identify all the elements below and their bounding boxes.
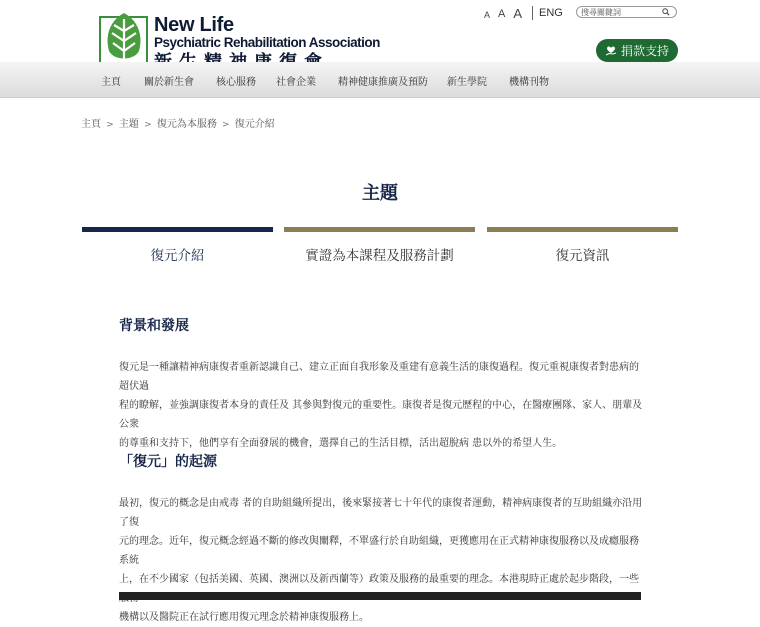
breadcrumb-current: 復元介紹 (234, 119, 275, 130)
breadcrumb-topic[interactable]: 主題 (118, 119, 139, 130)
paragraph-line: 機構以及醫院正在試行應用復元理念於精神康復服務上。 (119, 612, 369, 623)
content-image-edge (119, 592, 641, 600)
donate-button[interactable] (596, 39, 678, 62)
language-english-link[interactable]: ENG (539, 7, 563, 19)
section-heading: 「復元」的起源 (119, 454, 217, 470)
brand-subtitle-en: Psychiatric Rehabilitation Association (154, 35, 380, 50)
paragraph-line: 上，在不少國家（包括美國、英國、澳洲以及新西蘭等）政策及服務的最重要的理念。本港現時正處於起步階段，一些 (119, 574, 639, 585)
breadcrumb-separator: > (106, 120, 114, 130)
breadcrumb (81, 115, 275, 130)
magnifier-icon[interactable] (662, 8, 670, 16)
utility-bar (484, 6, 563, 20)
tab-indicator (82, 227, 273, 232)
utility-divider (532, 6, 533, 20)
heart-hand-icon (605, 45, 617, 57)
section-paragraph (119, 494, 643, 627)
tab-recovery-intro[interactable] (82, 227, 273, 267)
section-paragraph (119, 358, 643, 453)
nav-item-publications[interactable]: 機構刊物 (509, 77, 549, 88)
font-size-medium-button[interactable]: A (498, 8, 506, 20)
site-header (0, 0, 760, 62)
section-heading: 背景和發展 (119, 318, 189, 334)
paragraph-line: 元的理念。近年，復元概念經過不斷的修改與闡釋，不單盛行於自助組織，更獲應用在正式精神康復服務以及成癮服務系統 (119, 536, 639, 566)
font-size-large-button[interactable]: A (513, 5, 523, 21)
breadcrumb-recovery-services[interactable]: 復元為本服務 (156, 119, 217, 130)
main-nav (0, 62, 760, 98)
nav-item-academy[interactable]: 新生學院 (447, 77, 487, 88)
tab-label: 復元資訊 (555, 248, 610, 264)
tab-label: 復元介紹 (150, 248, 205, 264)
tab-evidence-based-programs[interactable] (284, 227, 475, 267)
paragraph-line: 復元是一種讓精神病康復者重新認識自己、建立正面自我形象及重建有意義生活的康復過程。復元重視康復者對患病的超伏過 (119, 362, 639, 392)
page-title: 主題 (362, 183, 398, 204)
paragraph-line: 程的瞭解，並強調康復者本身的責任及 其參與對復元的重要性。康復者是復元歷程的中心，在醫療團隊、家人、朋輩及公衆 (119, 400, 643, 430)
tab-label: 實證為本課程及服務計劃 (305, 248, 454, 264)
nav-item-mental-health-promotion[interactable]: 精神健康推廣及預防 (338, 77, 428, 88)
nav-item-social-enterprise[interactable]: 社會企業 (276, 77, 316, 88)
search-input[interactable] (581, 7, 661, 17)
leaf-logo-icon[interactable] (99, 11, 149, 67)
breadcrumb-separator: > (144, 120, 152, 130)
paragraph-line: 最初，復元的概念是由戒毒 者的自助組織所提出，後來緊接著七十年代的康復者運動，精神病康復者的互助組織亦沿用了復 (119, 498, 643, 528)
paragraph-line: 的尊重和支持下，他們享有全面發展的機會，選擇自己的生活目標，活出超脫病 患以外的希望人生。 (119, 438, 563, 449)
breadcrumb-separator: > (222, 120, 230, 130)
donate-label: 捐款支持 (620, 44, 669, 58)
font-size-small-button[interactable]: A (484, 10, 491, 20)
tab-indicator (487, 227, 678, 232)
brand-name-en: New Life (154, 14, 234, 36)
nav-item-about[interactable]: 關於新生會 (144, 77, 194, 88)
nav-item-home[interactable]: 主頁 (101, 77, 121, 88)
tab-recovery-info[interactable] (487, 227, 678, 267)
search-box (576, 6, 677, 18)
nav-item-core-services[interactable]: 核心服務 (216, 77, 256, 88)
tab-indicator (284, 227, 475, 232)
breadcrumb-home[interactable]: 主頁 (81, 119, 101, 130)
